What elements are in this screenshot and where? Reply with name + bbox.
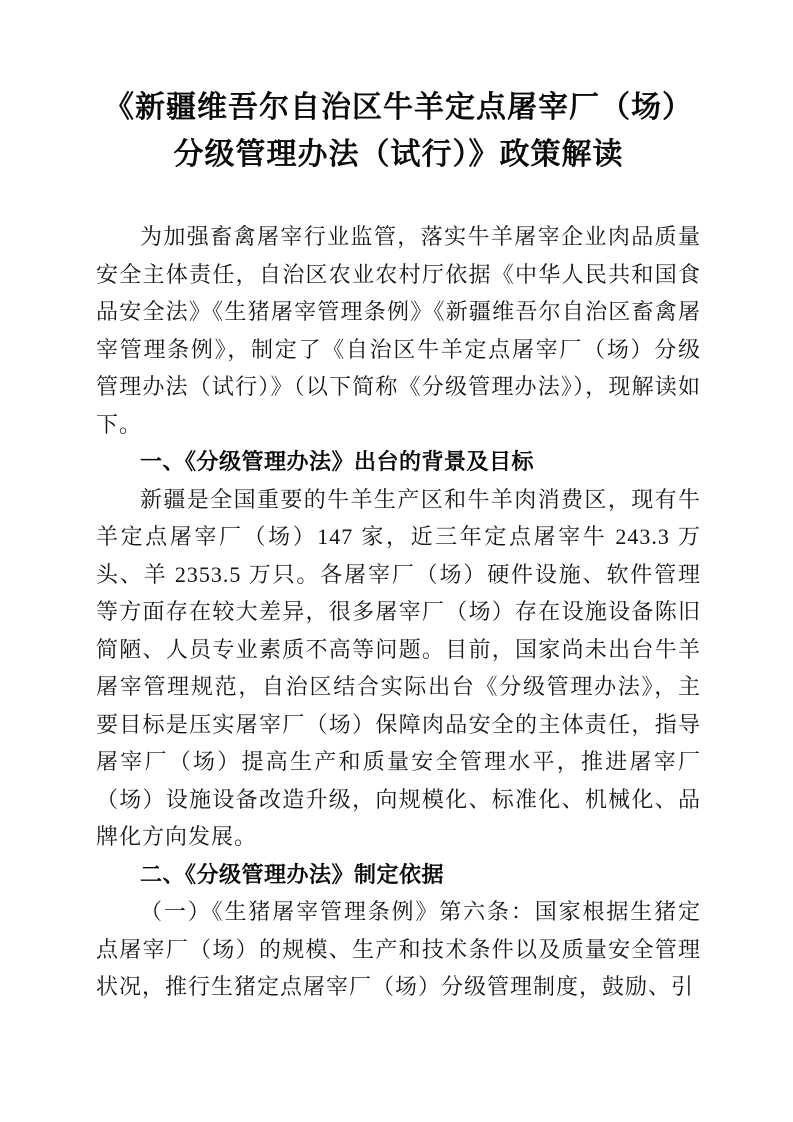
document-title (96, 84, 701, 178)
paragraph-intro: 为加强畜禽屠宰行业监管，落实牛羊屠宰企业肉品质量安全主体责任，自治区农业农村厅依据《中华人民共和国食品安全法》《生猪屠宰管理条例》《新疆维吾尔自治区畜禽屠宰管理条例》，制定了《自治区牛羊定点屠宰厂（场）分级管理办法（试行）》（以下简称《分级管理办法》），现解读如下。 (96, 224, 701, 437)
section-heading-1: 一、《分级管理办法》出台的背景及目标 (140, 449, 535, 474)
document-title-line1: 《新疆维吾尔自治区牛羊定点屠宰厂（场） (104, 91, 693, 124)
paragraph-background: 新疆是全国重要的牛羊生产区和牛羊肉消费区，现有牛羊定点屠宰厂（场）147 家，近三年定点屠宰牛 243.3 万头、羊 2353.5 万只。各屠宰厂（场）硬件设施、软件管理等方面存在较大差异，很多屠宰厂（场）存在设施设备陈旧简陋、人员专业素质不高等问题。目前，国家尚未出台牛羊屠宰管理规范，自治区结合实际出台《分级管理办法》，主要目标是压实屠宰厂（场）保障肉品安全的主体责任，指导屠宰厂（场）提高生产和质量安全管理水平，推进屠宰厂（场）设施设备改造升级，向规模化、标准化、机械化、品牌化方向发展。 (96, 486, 701, 849)
paragraph-legal-basis: （一）《生猪屠宰管理条例》第六条：国家根据生猪定点屠宰厂（场）的规模、生产和技术条件以及质量安全管理状况，推行生猪定点屠宰厂（场）分级管理制度，鼓励、引 (96, 899, 701, 999)
section-heading-2: 二、《分级管理办法》制定依据 (140, 861, 445, 887)
document-title-line2: 分级管理办法（试行）》政策解读 (173, 138, 624, 171)
